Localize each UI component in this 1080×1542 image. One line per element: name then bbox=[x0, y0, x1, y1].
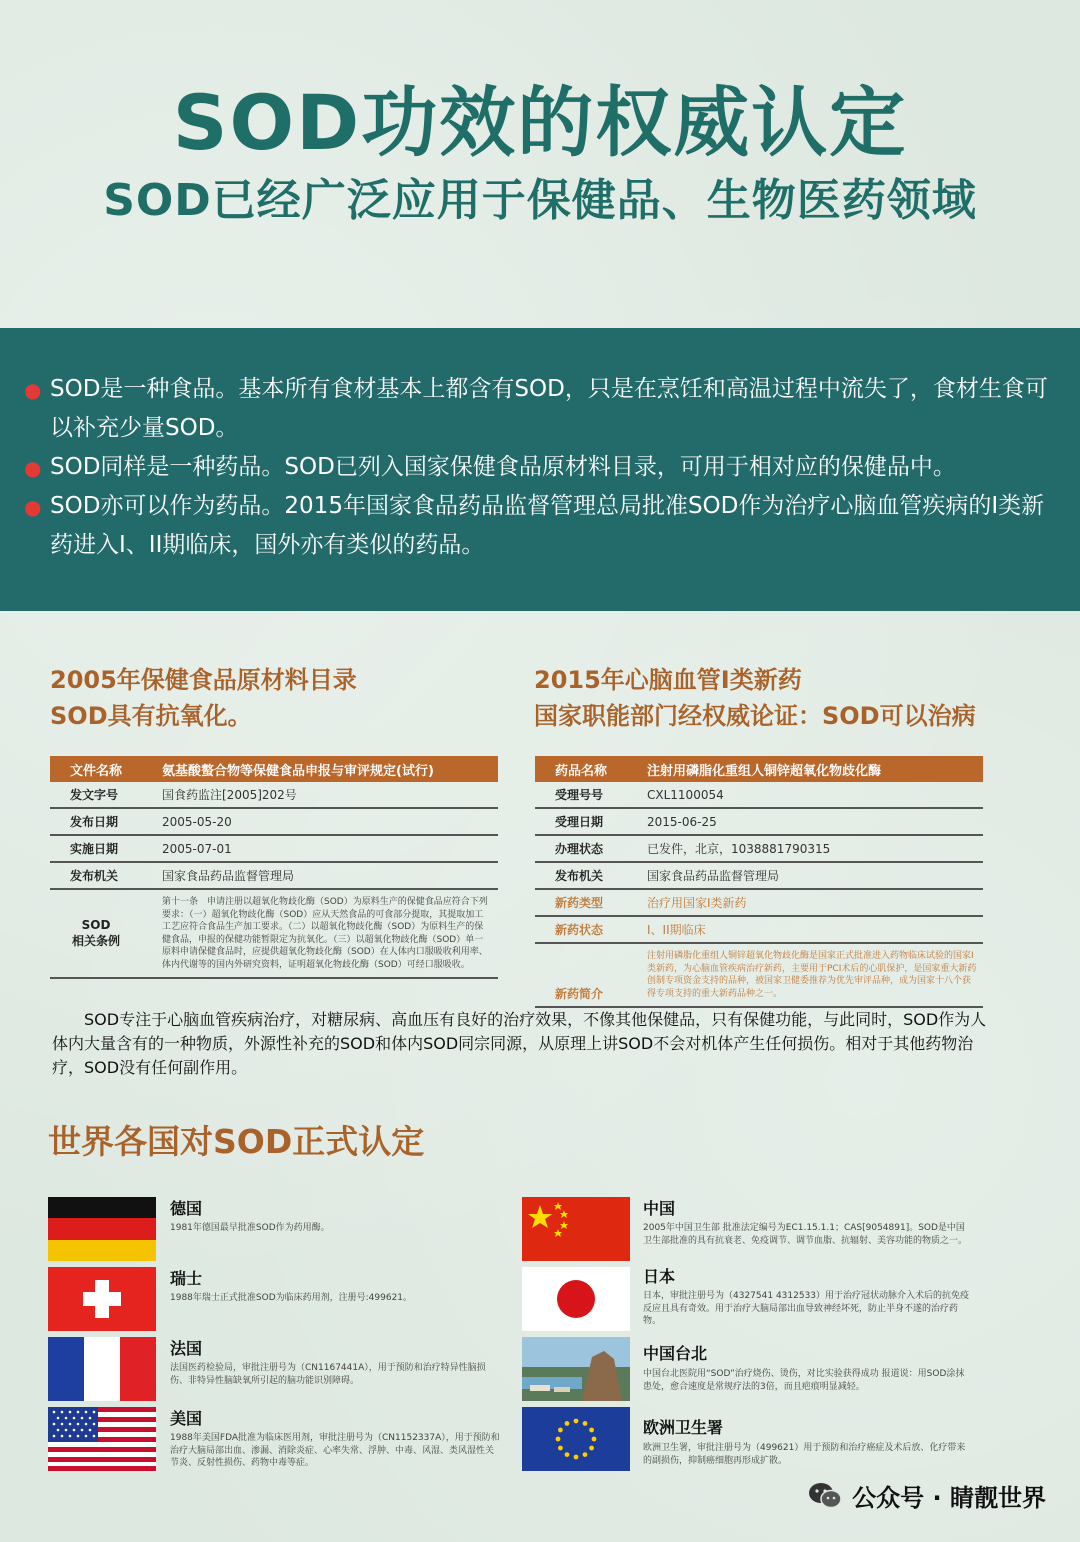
intro-bullet-drug: ● SOD亦可以作为药品。2015年国家食品药品监督管理总局批准SOD作为治疗心脑血管疾病的I类新药进入I、II期临床，国外亦有类似的药品。 bbox=[24, 493, 1045, 558]
table-row: 发文字号 国食药监注[2005]202号 bbox=[50, 782, 498, 808]
clause-text: 第十一条 申请注册以超氧化物歧化酶（SOD）为原料生产的保健食品应符合下列要求：（一）超氧化物歧化酶（SOD）应从天然食品的可食部分提取，其提取加工工艺应符合食品生产加工要求。（二）以超氧化物歧化酶（SOD）为原料生产的保健食品，申报的保健功能暂限定为抗氧化。（三）以超氧化物歧化酶（SOD）单一原料申请保健食品时，应提供超氧化物歧化酶（SOD）在人体内口服吸收利用率、体内代谢等的国内外研究资料，证明超氧化物歧化酶（SOD）可经口服吸收。 bbox=[162, 897, 488, 970]
japan-flag-icon bbox=[522, 1267, 630, 1331]
country-name: 德国 bbox=[170, 1199, 203, 1218]
table-header-key: 药品名称 bbox=[535, 756, 627, 782]
bullet-dot-icon: ● bbox=[24, 495, 42, 519]
country-desc: 1988年美国FDA批准为临床医用剂，审批注册号为（CN1152337A），用于预防和治疗大脑局部出血、渗漏、消除炎症、心率失常、浮肿、中毒、风湿、类风湿性关节炎、反射性损伤、药物中毒等症。 bbox=[170, 1433, 500, 1468]
right-document-table bbox=[535, 756, 983, 1008]
country-desc: 2005年中国卫生部 批准法定编号为EC1.15.1.1；CAS[9054891]。SOD是中国卫生部批准的具有抗衰老、免疫调节、调节血脂、抗辐射、美容功能的物质之一。 bbox=[643, 1223, 968, 1246]
table-row: 发布机关 国家食品药品监督管理局 bbox=[50, 862, 498, 889]
country-desc: 中国台北医院用“SOD”治疗烧伤、烫伤，对比实验获得成功 报道说：用SOD涂抹患处，愈合速度是常规疗法的3倍，而且疤痕明显减轻。 bbox=[643, 1369, 965, 1392]
wechat-icon bbox=[808, 1482, 842, 1516]
intro-bullets bbox=[20, 370, 1060, 565]
country-desc: 日本，审批注册号为（4327541 4312533）用于治疗冠状动脉介入术后的抗免疫反应且具有奇效。用于治疗大脑局部出血导致神经坏死，防止半身不遂的治疗药物。 bbox=[643, 1291, 970, 1326]
left-document-table bbox=[50, 756, 498, 979]
table-header-value: 氨基酸螯合物等保健食品申报与审评规定(试行) bbox=[142, 756, 498, 782]
bullet-dot-icon: ● bbox=[24, 378, 42, 402]
intro-bullet-food: ● SOD是一种食品。基本所有食材基本上都含有SOD，只是在烹饪和高温过程中流失了，食材生食可以补充少量SOD。 bbox=[24, 376, 1048, 441]
table-row: 发布日期 2005-05-20 bbox=[50, 808, 498, 835]
table-row-clause: SOD 相关条例 第十一条 申请注册以超氧化物歧化酶（SOD）为原料生产的保健食品应符合下列要求：（一）超氧化物歧化酶（SOD）应从天然食品的可食部分提取，其提取加工工艺应符合食品生产加工要求。（二）以超氧化物歧化酶（SOD）为原料生产的保健食品，申报的保健功能暂限定为抗氧化。（三）以超氧化物歧化酶（SOD）单一原料申请保健食品时，应提供超氧化物歧化酶（SOD）在人体内口服吸收利用率、体内代谢等的国内外研究资料，证明超氧化物歧化酶（SOD）可经口服吸收。 bbox=[50, 889, 498, 978]
table-row-intro: 新药简介 注射用磷脂化重组人铜锌超氧化物歧化酶是国家正式批准进入药物临床试验的国家I类新药，为心脑血管疾病治疗新药，主要用于PCI术后的心肌保护，是国家重大新药创制专项资金支持的品种，被国家卫健委推荐为优先审评品种，成为国家十八个获得专项支持的重大新药品种之一。 bbox=[535, 943, 983, 1007]
right-section-heading: 2015年心脑血管I类新药 国家职能部门经权威论证：SOD可以治病 bbox=[534, 666, 976, 730]
country-name: 瑞士 bbox=[170, 1269, 203, 1288]
country-desc: 1988年瑞士正式批准SOD为临床药用剂，注册号:499621。 bbox=[170, 1293, 413, 1303]
eu-flag-icon bbox=[522, 1407, 630, 1471]
country-name: 美国 bbox=[170, 1409, 203, 1428]
table-header-row bbox=[50, 756, 498, 782]
left-section-heading: 2005年保健食品原材料目录 SOD具有抗氧化。 bbox=[50, 666, 357, 730]
table-row: 实施日期 2005-07-01 bbox=[50, 835, 498, 862]
country-name: 欧洲卫生署 bbox=[643, 1418, 724, 1437]
country-name: 中国台北 bbox=[643, 1344, 708, 1363]
country-name: 日本 bbox=[643, 1267, 676, 1286]
table-row: 办理状态 已发件，北京，1038881790315 bbox=[535, 835, 983, 862]
page-subtitle: SOD已经广泛应用于保健品、生物医药领域 bbox=[103, 175, 977, 226]
usa-flag-icon bbox=[48, 1407, 156, 1471]
world-heading: 世界各国对SOD正式认定 bbox=[48, 1122, 425, 1161]
switzerland-flag-icon bbox=[48, 1267, 156, 1331]
france-flag-icon bbox=[48, 1337, 156, 1401]
table-row-highlight: 新药类型 治疗用国家I类新药 bbox=[535, 889, 983, 916]
china-flag-icon bbox=[522, 1197, 630, 1261]
country-desc: 法国医药检验局，审批注册号为（CN1167441A），用于预防和治疗特异性脑损伤、非特异性脑缺氧所引起的脑功能识别障碍。 bbox=[170, 1363, 486, 1386]
table-header-row bbox=[535, 756, 983, 782]
bullet-dot-icon: ● bbox=[24, 456, 42, 480]
country-name: 法国 bbox=[170, 1339, 203, 1358]
table-row-highlight: 新药状态 I、II期临床 bbox=[535, 916, 983, 943]
table-row: 发布机关 国家食品药品监督管理局 bbox=[535, 862, 983, 889]
table-header-key: 文件名称 bbox=[50, 756, 142, 782]
intro-bullet-health: ● SOD同样是一种药品。SOD已列入国家保健食品原材料目录，可用于相对应的保健品中。 bbox=[24, 454, 956, 480]
intro-text: 注射用磷脂化重组人铜锌超氧化物歧化酶是国家正式批准进入药物临床试验的国家I类新药，为心脑血管疾病治疗新药，主要用于PCI术后的心肌保护，是国家重大新药创制专项资金支持的品种，被国家卫健委推荐为优先审评品种，成为国家十八个获得专项支持的重大新药品种之一。 bbox=[647, 951, 977, 999]
country-name: 中国 bbox=[643, 1199, 676, 1218]
footer-watermark: 公众号 · 睛靓世界 bbox=[808, 1478, 1046, 1516]
page-title: SOD功效的权威认定 bbox=[172, 78, 908, 167]
body-paragraph: SOD专注于心脑血管疾病治疗，对糖尿病、高血压有良好的治疗效果，不像其他保健品，只有保健功能，与此同时，SOD作为人体内大量含有的一种物质，外源性补充的SOD和体内SOD同宗同源，从原理上讲SOD不会对机体产生任何损伤。相对于其他药物治疗，SOD没有任何副作用。 bbox=[52, 1010, 987, 1077]
country-desc: 1981年德国最早批准SOD作为药用酶。 bbox=[170, 1223, 330, 1233]
table-row: 受理日期 2015-06-25 bbox=[535, 808, 983, 835]
country-desc: 欧洲卫生署，审批注册号为（499621）用于预防和治疗癌症及术后放、化疗带来的副损伤，抑制癌细胞再形成扩散。 bbox=[643, 1443, 966, 1466]
germany-flag-icon bbox=[48, 1197, 156, 1261]
table-row: 受理号号 CXL1100054 bbox=[535, 782, 983, 808]
taipei-scenery-icon bbox=[522, 1337, 630, 1401]
table-header-value: 注射用磷脂化重组人铜锌超氧化物歧化酶 bbox=[627, 756, 983, 782]
